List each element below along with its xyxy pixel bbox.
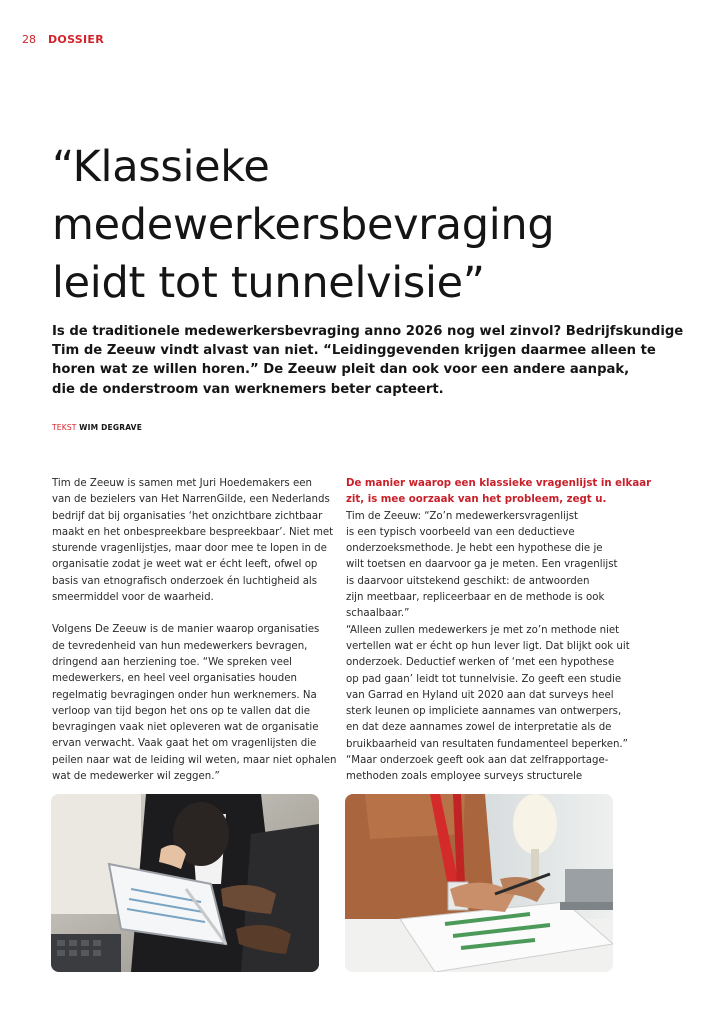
section-label: DOSSIER xyxy=(48,33,105,46)
page-header xyxy=(22,33,104,46)
text-line: is een typisch voorbeeld van een deductieve xyxy=(346,526,575,538)
text-line: bevragingen vaak niet opleveren wat de organisatie xyxy=(52,722,319,734)
text-line: dringend aan herziening toe. “We spreken veel xyxy=(52,656,292,668)
text-line: organisatie zodat je weet wat er écht leeft, ofwel op xyxy=(52,559,318,571)
text-line: peilen naar wat de leiding wil weten, maar niet ophalen xyxy=(52,754,337,766)
intro-line: horen wat ze willen horen.” De Zeeuw pleit dan ook voor een andere aanpak, xyxy=(52,362,630,378)
text-line: “Maar onderzoek geeft ook aan dat zelfrapportage- xyxy=(346,755,609,767)
text-line: schaalbaar.” xyxy=(346,608,410,620)
text-line: vertellen wat er écht op hun lever ligt. Dat blijkt ook uit xyxy=(346,640,630,652)
intro-line: Is de traditionele medewerkersbevraging anno 2026 nog wel zinvol? Bedrijfskundige xyxy=(52,324,684,339)
text-line: regelmatig bevragingen onder hun werknemers. Na xyxy=(52,689,317,701)
byline-label: TEKST xyxy=(52,423,80,432)
text-line: ervan verwacht. Vaak gaat het om vragenlijsten die xyxy=(52,738,317,750)
text-line: onderzoeksmethode. Je hebt een hypothese die je xyxy=(346,543,603,555)
left-column xyxy=(52,476,337,785)
text-line: maakt en het onbespreekbare bespreekbaar’. Niet met xyxy=(52,526,334,538)
text-line: zit, is mee oorzaak van het probleem, zegt u. xyxy=(346,494,607,506)
text-line: verloop van tijd begon het ons op te vallen dat die xyxy=(52,705,310,717)
headline-line: leidt tot tunnelvisie” xyxy=(52,258,485,308)
text-line: bruikbaarheid van resultaten fundamenteel beperken.” xyxy=(346,738,628,750)
photo-illustration xyxy=(51,794,319,972)
text-line: bedrijf dat bij organisaties ‘het onzichtbare zichtbaar xyxy=(52,510,323,522)
text-line: sterk leunen op impliciete aannames van ontwerpers, xyxy=(346,706,622,718)
answer-body xyxy=(346,509,630,786)
text-line: De manier waarop een klassieke vragenlijst in elkaar xyxy=(346,478,652,489)
headline-line: medewerkersbevraging xyxy=(52,200,555,250)
article-intro xyxy=(52,322,684,399)
right-column xyxy=(346,476,652,786)
text-line: methoden zoals employee surveys structurele xyxy=(346,771,583,783)
text-line: is daarvoor uitstekend geschikt: de antwoorden xyxy=(346,575,590,587)
question-lead xyxy=(346,476,652,509)
text-line: van Garrad en Hyland uit 2020 aan dat surveys heel xyxy=(346,689,614,701)
text-line: en dat deze aannames zowel de interpretatie als de xyxy=(346,722,612,734)
photo-illustration xyxy=(345,794,613,972)
byline xyxy=(52,423,142,432)
text-line: medewerkers, en heel veel organisaties houden xyxy=(52,673,297,685)
text-line: “Alleen zullen medewerkers je met zo’n methode niet xyxy=(346,624,620,636)
text-line: wilt toetsen en daarvoor ga je meten. Een vragenlijst xyxy=(346,559,618,571)
text-line: onderzoek. Deductief werken of ‘met een hypothese xyxy=(346,657,615,669)
headline-line: “Klassieke xyxy=(52,142,270,192)
paragraph xyxy=(52,622,337,785)
text-line: sturende vragenlijstjes, maar door mee te lopen in de xyxy=(52,543,327,555)
text-line: zijn meetbaar, repliceerbaar en de methode is ook xyxy=(346,592,605,604)
byline-author: WIM DEGRAVE xyxy=(79,423,143,432)
photo-person-filling-in-form xyxy=(345,794,613,972)
article-headline xyxy=(52,138,692,312)
photo-colleagues-reviewing-documents xyxy=(51,794,319,972)
page-number: 28 xyxy=(22,33,36,46)
text-line: wat de medewerker wil zeggen.” xyxy=(52,771,220,783)
text-line: smeermiddel voor de waarheid. xyxy=(52,592,214,604)
text-line: van de bezielers van Het NarrenGilde, een Nederlands xyxy=(52,494,330,506)
intro-line: Tim de Zeeuw vindt alvast van niet. “Leidinggevenden krijgen daarmee alleen te xyxy=(52,343,656,359)
text-line: basis van etnografisch onderzoek én luchtigheid als xyxy=(52,575,318,587)
text-line: op pad gaan’ leidt tot tunnelvisie. Zo geeft een studie xyxy=(346,673,622,685)
text-line: de tevredenheid van hun medewerkers bevragen, xyxy=(52,640,308,652)
paragraph xyxy=(52,476,334,606)
text-line: Volgens De Zeeuw is de manier waarop organisaties xyxy=(52,624,320,636)
text-line: Tim de Zeeuw is samen met Juri Hoedemakers een xyxy=(52,478,312,489)
text-line: Tim de Zeeuw: “Zo’n medewerkersvragenlijst xyxy=(346,510,578,522)
intro-line: die de onderstroom van werknemers beter capteert. xyxy=(52,381,444,397)
